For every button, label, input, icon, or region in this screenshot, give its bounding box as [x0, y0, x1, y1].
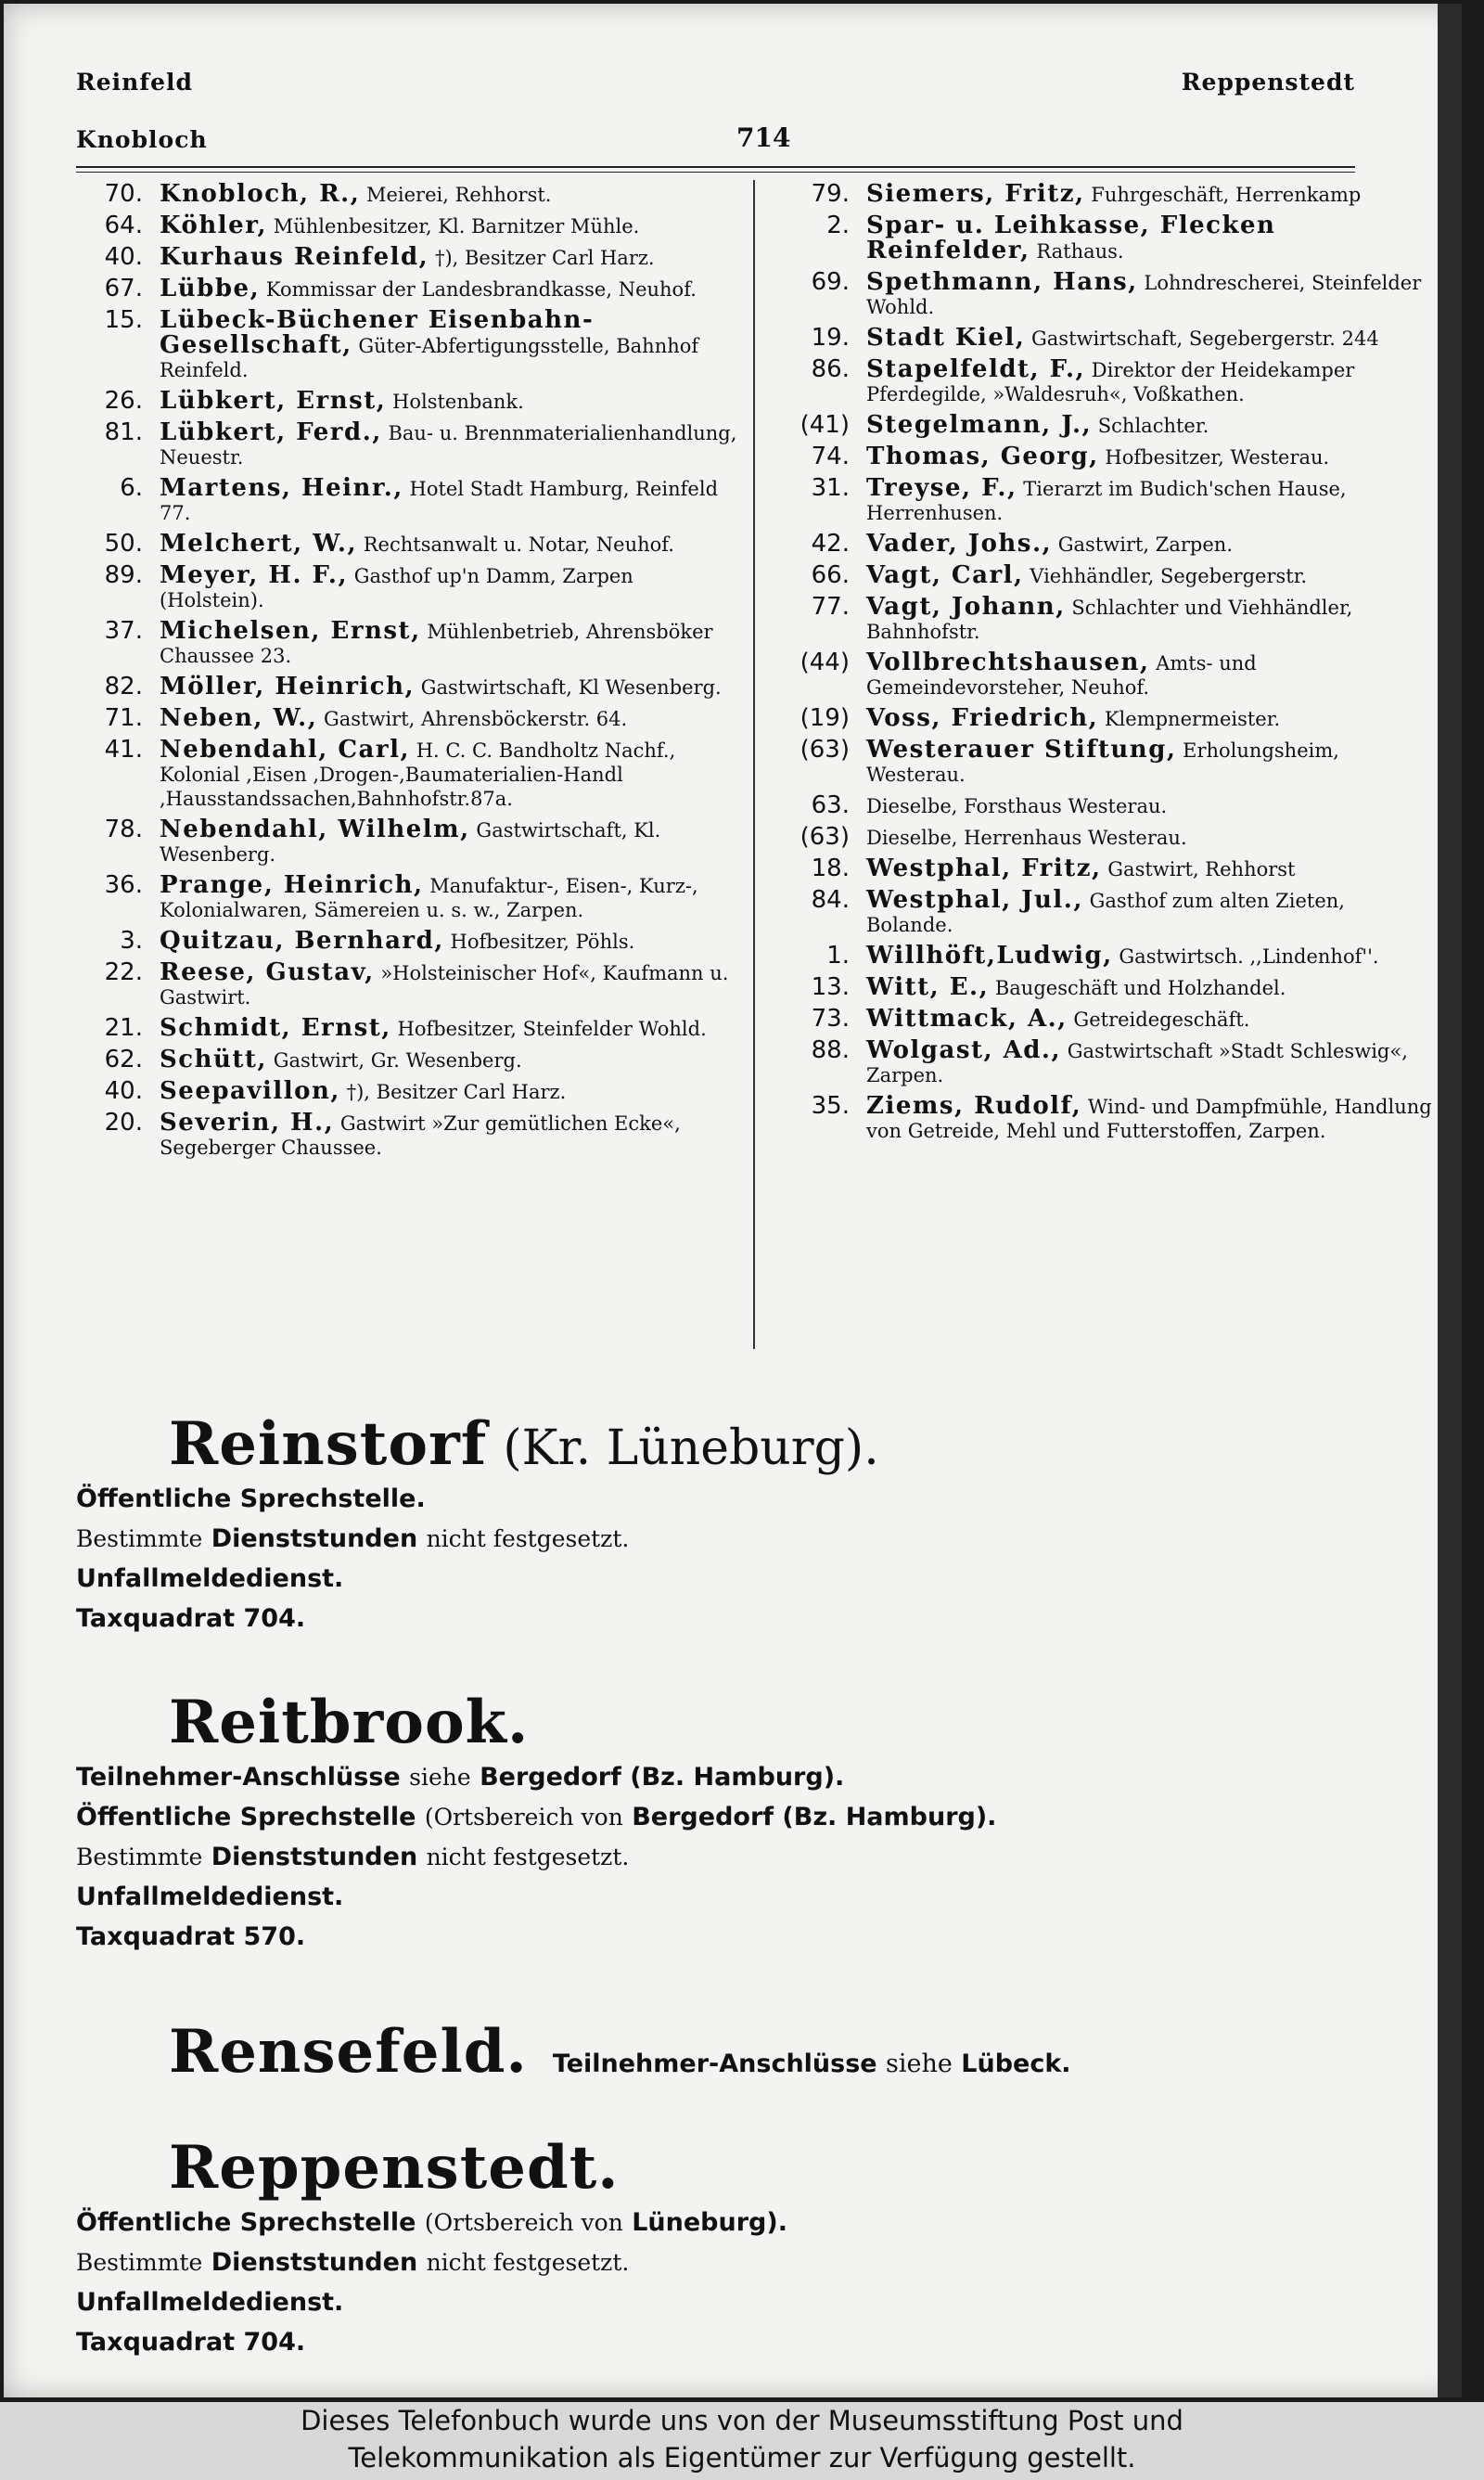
entry-detail: †), Besitzer Carl Harz. — [346, 1081, 567, 1103]
listing-entry — [783, 270, 1437, 319]
header-column-keyword: Knobloch — [76, 126, 208, 153]
section-line: Taxquadrat 704. — [76, 1604, 306, 1633]
entry-text — [160, 1016, 739, 1041]
entry-text — [160, 873, 739, 922]
entry-name: Nebendahl, Carl, — [160, 736, 411, 764]
entry-number: 42. — [811, 530, 850, 558]
entry-text — [866, 650, 1437, 700]
entry-name: Lübbe, — [160, 275, 261, 302]
listing-entry — [76, 929, 739, 954]
listing-entry — [76, 245, 739, 270]
entry-name: Ziems, Rudolf, — [866, 1092, 1082, 1120]
entry-name: Wittmack, A., — [866, 1005, 1068, 1033]
entry-detail: Wind- und Dampfmühle, Handlung von Getreide, Mehl und Futterstoffen, Zarpen. — [866, 1096, 1432, 1142]
entry-text — [160, 1111, 739, 1160]
entry-text — [866, 270, 1437, 319]
entry-detail: Hofbesitzer, Westerau. — [1105, 446, 1330, 469]
entry-detail: Lohndrescherei, Steinfelder Wohld. — [866, 272, 1422, 318]
entry-number: (44) — [800, 649, 850, 676]
listing-entry — [76, 1111, 739, 1160]
entry-text — [866, 888, 1437, 937]
entry-number: 88. — [811, 1036, 850, 1064]
entry-name: Schmidt, Ernst, — [160, 1014, 391, 1042]
listing-entry — [76, 420, 739, 469]
entry-name: Lübkert, Ernst, — [160, 387, 387, 415]
entry-text — [160, 245, 739, 270]
listing-entry — [783, 182, 1437, 207]
entry-detail: Direktor der Heidekamper Pferdegilde, »Waldesruh«, Voßkathen. — [866, 359, 1355, 405]
entry-text — [160, 563, 739, 612]
entry-number: 40. — [104, 243, 143, 271]
entry-number: 84. — [811, 886, 850, 914]
listing-entry — [783, 1007, 1437, 1032]
entry-detail: Rathaus. — [1036, 240, 1124, 263]
entry-detail: Hotel Stadt Hamburg, Reinfeld 77. — [160, 478, 719, 524]
entry-text — [160, 619, 739, 668]
entry-text — [160, 308, 739, 382]
entry-name: Martens, Heinr., — [160, 474, 403, 502]
header-rule — [76, 166, 1355, 168]
entry-detail: Gastwirt, Zarpen. — [1057, 533, 1234, 556]
entry-text — [160, 532, 739, 557]
header-right-keyword: Reppenstedt — [1181, 69, 1355, 96]
entry-detail: Fuhrgeschäft, Herrenkamp — [1091, 184, 1362, 206]
listing-entry — [783, 856, 1437, 881]
entry-name: Wolgast, Ad., — [866, 1036, 1062, 1064]
listing-entry — [783, 793, 1437, 818]
footer-line: Dieses Telefonbuch wurde uns von der Museumsstiftung Post und — [301, 2405, 1183, 2436]
entry-name: Seepavillon, — [160, 1077, 340, 1105]
entry-name: Spethmann, Hans, — [866, 268, 1138, 296]
column-separator — [753, 180, 755, 1349]
section-line: Taxquadrat 704. — [76, 2328, 306, 2357]
entry-number: 15. — [104, 306, 143, 334]
scanned-page — [4, 4, 1462, 2397]
entry-name: Neben, W., — [160, 704, 318, 732]
entry-text — [866, 1094, 1437, 1143]
listing-entry — [783, 326, 1437, 351]
entry-number: (41) — [800, 411, 850, 439]
entry-detail: Gastwirtschaft, Kl. Wesenberg. — [160, 819, 661, 866]
section-line: Bestimmte Dienststunden nicht festgesetzt. — [76, 1843, 630, 1871]
entry-text — [160, 420, 739, 469]
entry-number: 37. — [104, 617, 143, 645]
entry-detail: Dieselbe, Herrenhaus Westerau. — [866, 827, 1187, 849]
entry-detail: Rechtsanwalt u. Notar, Neuhof. — [363, 533, 674, 556]
entry-name: Willhöft,Ludwig, — [866, 942, 1113, 970]
listing-entry — [76, 213, 739, 238]
entry-number: 1. — [826, 942, 850, 970]
entry-number: 31. — [811, 474, 850, 502]
listing-entry — [76, 1079, 739, 1104]
section-title: Rensefeld. — [169, 2017, 528, 2087]
listing-entry — [76, 960, 739, 1009]
entry-number: 89. — [104, 561, 143, 589]
page-edge-shadow — [1438, 4, 1462, 2397]
entry-text — [160, 213, 739, 238]
listing-entry — [783, 413, 1437, 438]
entry-name: Melchert, W., — [160, 530, 358, 558]
section-line: Unfallmeldedienst. — [76, 1882, 344, 1911]
entry-number: 40. — [104, 1077, 143, 1105]
entry-number: 41. — [104, 736, 143, 764]
entry-detail: Schlachter und Viehhändler, Bahnhofstr. — [866, 597, 1353, 643]
section-note: Teilnehmer-Anschlüsse siehe Lübeck. — [552, 2050, 1071, 2078]
entry-text — [160, 182, 739, 207]
entry-name: Möller, Heinrich, — [160, 673, 416, 700]
entry-detail: Kommissar der Landesbrandkasse, Neuhof. — [265, 278, 697, 301]
listing-entry — [76, 619, 739, 668]
entry-detail: Holstenbank. — [392, 391, 524, 413]
entry-text — [866, 326, 1437, 351]
listing-entry — [76, 706, 739, 731]
entry-number: 50. — [104, 530, 143, 558]
entry-name: Quitzau, Bernhard, — [160, 927, 444, 955]
header-rule-thin — [76, 172, 1355, 173]
entry-number: 67. — [104, 275, 143, 302]
section-title: Reppenstedt. — [169, 2133, 620, 2203]
section-subtitle: (Kr. Lüneburg). — [503, 1420, 879, 1476]
entry-number: 63. — [811, 791, 850, 819]
entry-number: 77. — [811, 593, 850, 621]
entry-detail: Meierei, Rehhorst. — [365, 184, 552, 206]
entry-name: Vollbrechtshausen, — [866, 649, 1150, 676]
section-title: Reitbrook. — [169, 1688, 530, 1757]
entry-name: Stegelmann, J., — [866, 411, 1093, 439]
entry-number: 73. — [811, 1005, 850, 1033]
entry-name: Voss, Friedrich, — [866, 704, 1099, 732]
entry-detail: Hofbesitzer, Pöhls. — [450, 931, 635, 953]
listing-entry — [76, 675, 739, 700]
listing-entry — [783, 444, 1437, 469]
entry-number: 19. — [811, 324, 850, 352]
entry-detail: Dieselbe, Forsthaus Westerau. — [866, 795, 1168, 817]
entry-detail: Gasthof up'n Damm, Zarpen (Holstein). — [160, 565, 633, 611]
entry-text — [866, 706, 1437, 731]
entry-name: Stapelfeldt, F., — [866, 355, 1086, 383]
listing-entry — [783, 706, 1437, 731]
entry-number: 66. — [811, 561, 850, 589]
listing-entry — [76, 563, 739, 612]
entry-name: Prange, Heinrich, — [160, 871, 424, 899]
entry-name: Köhler, — [160, 212, 268, 239]
entry-detail: Klempnermeister. — [1104, 708, 1281, 730]
section-line: Öffentliche Sprechstelle. — [76, 1484, 426, 1513]
entry-detail: Amts- und Gemeindevorsteher, Neuhof. — [866, 652, 1257, 699]
entry-text — [866, 595, 1437, 644]
entry-name: Thomas, Georg, — [866, 443, 1099, 470]
entry-name: Siemers, Fritz, — [866, 180, 1085, 208]
entry-text — [160, 817, 739, 867]
entry-number: (63) — [800, 823, 850, 851]
entry-name: Treyse, F., — [866, 474, 1017, 502]
entry-name: Meyer, H. F., — [160, 561, 348, 589]
entry-name: Lübeck-Büchener Eisenbahn-Gesellschaft, — [160, 306, 595, 359]
listing-entry — [76, 476, 739, 525]
entry-detail: Gastwirtschaft, Kl Wesenberg. — [420, 676, 722, 699]
entry-number: 62. — [104, 1046, 143, 1073]
entry-name: Schütt, — [160, 1046, 267, 1073]
entry-number: 20. — [104, 1109, 143, 1137]
listing-entry — [783, 825, 1437, 850]
entry-name: Witt, E., — [866, 973, 990, 1001]
entry-detail: Gasthof zum alten Zieten, Bolande. — [866, 890, 1345, 936]
section-reinstorf — [76, 1409, 1412, 1638]
entry-detail: Viehhändler, Segebergerstr. — [1030, 565, 1308, 587]
listing-entry — [783, 357, 1437, 406]
entry-number: 79. — [811, 180, 850, 208]
entry-name: Spar- u. Leihkasse, Flecken Reinfelder, — [866, 212, 1276, 264]
entry-number: 6. — [120, 474, 143, 502]
entry-number: 86. — [811, 355, 850, 383]
listing-entry — [783, 1038, 1437, 1087]
listing-entry — [783, 944, 1437, 969]
entry-number: 82. — [104, 673, 143, 700]
listing-entry — [76, 276, 739, 302]
entry-text — [866, 476, 1437, 525]
entry-text — [866, 975, 1437, 1000]
section-line: Öffentliche Sprechstelle (Ortsbereich von Bergedorf (Bz. Hamburg). — [76, 1803, 997, 1831]
section-line: Teilnehmer-Anschlüsse siehe Bergedorf (Bz. Hamburg). — [76, 1763, 845, 1792]
entry-text — [866, 444, 1437, 469]
entry-detail: Gastwirt, Ahrensböckerstr. 64. — [323, 708, 628, 730]
entry-detail: Hofbesitzer, Steinfelder Wohld. — [397, 1018, 707, 1040]
entry-name: Westerauer Stiftung, — [866, 736, 1177, 764]
entry-detail: Getreidegeschäft. — [1073, 1009, 1250, 1031]
entry-text — [160, 675, 739, 700]
left-listing-column — [76, 182, 739, 1166]
entry-text — [866, 357, 1437, 406]
entry-number: 13. — [811, 973, 850, 1001]
listing-entry — [783, 563, 1437, 588]
entry-detail: Erholungsheim, Westerau. — [866, 739, 1339, 786]
entry-number: 26. — [104, 387, 143, 415]
entry-name: Nebendahl, Wilhelm, — [160, 816, 470, 843]
entry-number: 78. — [104, 816, 143, 843]
listing-entry — [76, 738, 739, 811]
listing-entry — [783, 595, 1437, 644]
entry-detail: Gastwirt »Zur gemütlichen Ecke«, Segeberger Chaussee. — [160, 1112, 681, 1159]
listing-entry — [783, 650, 1437, 700]
section-title: Reinstorf — [169, 1409, 488, 1479]
entry-name: Westphal, Jul., — [866, 886, 1083, 914]
entry-detail: »Holsteinischer Hof«, Kaufmann u. Gastwirt. — [160, 962, 729, 1009]
entry-text — [160, 960, 739, 1009]
section-line: Unfallmeldedienst. — [76, 1564, 344, 1593]
entry-text — [160, 276, 739, 302]
entry-detail: Gastwirtschaft, Segebergerstr. 244 — [1031, 328, 1379, 350]
section-reitbrook — [76, 1688, 1412, 1957]
entry-detail: Manufaktur-, Eisen-, Kurz-, Kolonialwaren, Sämereien u. s. w., Zarpen. — [160, 875, 698, 921]
entry-number: 64. — [104, 212, 143, 239]
entry-name: Michelsen, Ernst, — [160, 617, 421, 645]
section-rensefeld — [76, 2017, 1412, 2087]
entry-name: Vader, Johs., — [866, 530, 1053, 558]
entry-detail: Bau- u. Brennmaterialienhandlung, Neuestr. — [160, 422, 737, 469]
listing-entry — [783, 213, 1437, 263]
entry-text — [866, 563, 1437, 588]
listing-entry — [76, 532, 739, 557]
entry-detail: Gastwirtschaft »Stadt Schleswig«, Zarpen. — [866, 1040, 1408, 1086]
entry-text — [866, 738, 1437, 787]
section-line: Unfallmeldedienst. — [76, 2288, 344, 2317]
entry-name: Kurhaus Reinfeld, — [160, 243, 429, 271]
entry-text — [866, 1038, 1437, 1087]
listing-entry — [76, 1047, 739, 1073]
entry-name: Stadt Kiel, — [866, 324, 1026, 352]
entry-text — [160, 389, 739, 414]
entry-text — [866, 1007, 1437, 1032]
entry-text — [866, 856, 1437, 881]
listing-entry — [76, 817, 739, 867]
entry-name: Lübkert, Ferd., — [160, 418, 382, 446]
section-reppenstedt — [76, 2133, 1412, 2362]
entry-detail: Schlachter. — [1097, 415, 1209, 437]
entry-number: 36. — [104, 871, 143, 899]
entry-number: 22. — [104, 958, 143, 986]
entry-name: Westphal, Fritz, — [866, 855, 1102, 882]
listing-entry — [783, 975, 1437, 1000]
entry-text — [866, 944, 1437, 969]
listing-entry — [783, 532, 1437, 557]
entry-text — [866, 413, 1437, 438]
entry-text — [866, 825, 1437, 850]
entry-number: 21. — [104, 1014, 143, 1042]
listing-entry — [783, 1094, 1437, 1143]
entry-detail: Tierarzt im Budich'schen Hause, Herrenhusen. — [866, 478, 1347, 524]
entry-number: 74. — [811, 443, 850, 470]
entry-text — [866, 182, 1437, 207]
entry-number: 2. — [826, 212, 850, 239]
entry-detail: Mühlenbetrieb, Ahrensböker Chaussee 23. — [160, 621, 713, 667]
section-line: Bestimmte Dienststunden nicht festgesetzt. — [76, 2248, 630, 2277]
entry-name: Severin, H., — [160, 1109, 335, 1137]
header-left-keyword: Reinfeld — [76, 69, 193, 96]
entry-number: (63) — [800, 736, 850, 764]
entry-detail: †), Besitzer Carl Harz. — [434, 247, 655, 269]
entry-number: 81. — [104, 418, 143, 446]
entry-number: 35. — [811, 1092, 850, 1120]
entry-text — [160, 706, 739, 731]
entry-text — [160, 929, 739, 954]
entry-text — [866, 793, 1437, 818]
entry-text — [160, 476, 739, 525]
entry-text — [160, 1047, 739, 1073]
listing-entry — [76, 1016, 739, 1041]
entry-detail: Baugeschäft und Holzhandel. — [994, 977, 1286, 999]
entry-detail: Mühlenbesitzer, Kl. Barnitzer Mühle. — [273, 215, 640, 238]
listing-entry — [783, 476, 1437, 525]
entry-text — [866, 213, 1437, 263]
section-line: Öffentliche Sprechstelle (Ortsbereich von Lüneburg). — [76, 2208, 787, 2237]
entry-name: Vagt, Carl, — [866, 561, 1024, 589]
entry-detail: Gastwirt, Rehhorst — [1107, 858, 1296, 880]
entry-number: 18. — [811, 855, 850, 882]
entry-name: Reese, Gustav, — [160, 958, 375, 986]
footer-line: Telekommunikation als Eigentümer zur Verfügung gestellt. — [348, 2442, 1136, 2474]
right-listing-column — [783, 182, 1437, 1150]
entry-number: 69. — [811, 268, 850, 296]
listing-entry — [783, 738, 1437, 787]
entry-name: Knobloch, R., — [160, 180, 361, 208]
entry-number: 71. — [104, 704, 143, 732]
listing-entry — [783, 888, 1437, 937]
entry-name: Vagt, Johann, — [866, 593, 1066, 621]
entry-text — [160, 738, 739, 811]
entry-text — [866, 532, 1437, 557]
entry-detail: H. C. C. Bandholtz Nachf., Kolonial ,Eisen ,Drogen-,Baumaterialien-Handl ,Hausstandssachen,Bahnhofstr.87a. — [160, 739, 676, 810]
entry-detail: Gastwirt, Gr. Wesenberg. — [273, 1049, 522, 1072]
listing-entry — [76, 182, 739, 207]
running-header — [76, 69, 1355, 106]
listing-entry — [76, 308, 739, 382]
page-number: 714 — [736, 122, 791, 153]
footer-notice — [0, 2402, 1484, 2480]
entry-number: 70. — [104, 180, 143, 208]
listing-entry — [76, 873, 739, 922]
entry-number: (19) — [800, 704, 850, 732]
section-line: Bestimmte Dienststunden nicht festgesetzt. — [76, 1524, 630, 1553]
entry-detail: Güter-Abfertigungsstelle, Bahnhof Reinfeld. — [160, 335, 699, 381]
listing-entry — [76, 389, 739, 414]
section-line: Taxquadrat 570. — [76, 1922, 306, 1951]
entry-detail: Gastwirtsch. ,,Lindenhof''. — [1119, 945, 1379, 968]
entry-text — [160, 1079, 739, 1104]
entry-number: 3. — [120, 927, 143, 955]
